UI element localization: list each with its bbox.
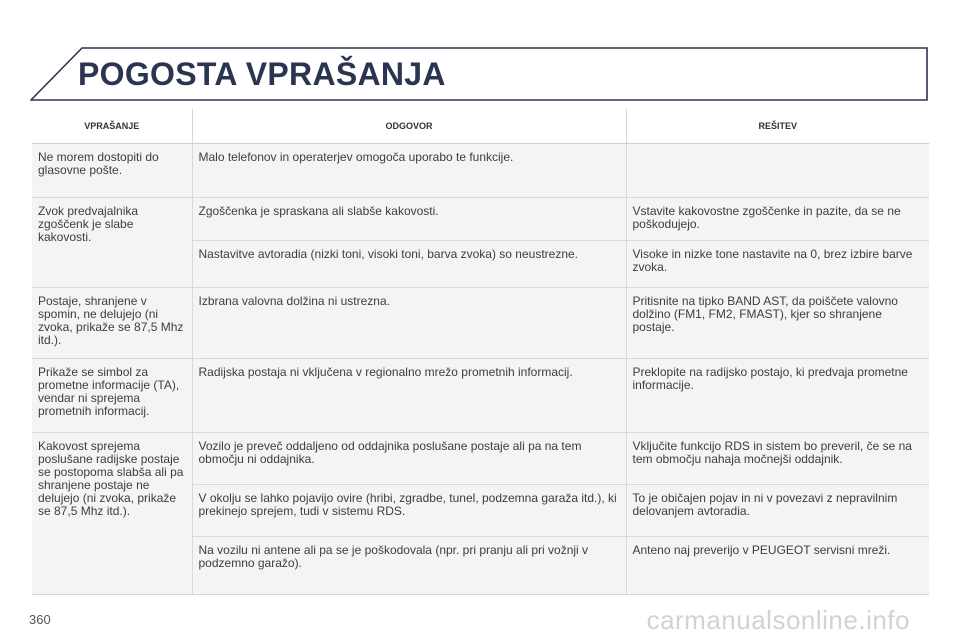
table-row — [32, 359, 929, 433]
header-answer: ODGOVOR — [192, 109, 626, 144]
page-title: POGOSTA VPRAŠANJA — [78, 56, 446, 92]
question-cell: Ne morem dostopiti do glasovne pošte. — [32, 144, 192, 198]
page-number: 360 — [29, 612, 51, 627]
answer-cell: Na vozilu ni antene ali pa se je poškodovala (npr. pri pranju ali pri vožnji v podzemno garažo). — [192, 537, 626, 595]
question-cell: Zvok predvajalnika zgoščenk je slabe kakovosti. — [32, 198, 192, 288]
answer-cell: Zgoščenka je spraskana ali slabše kakovosti. — [192, 198, 626, 241]
solution-cell: Visoke in nizke tone nastavite na 0, brez izbire barve zvoka. — [626, 241, 929, 288]
question-cell: Kakovost sprejema poslušane radijske postaje se postopoma slabša ali pa shranjene postaje ne delujejo (ni zvoka, prikaže se 87,5 Mhz itd.). — [32, 433, 192, 595]
faq-table — [32, 109, 929, 595]
table-row — [32, 198, 929, 241]
solution-cell: Vključite funkcijo RDS in sistem bo preveril, če se na tem območju nahaja močnejši oddajnik. — [626, 433, 929, 485]
solution-cell: Preklopite na radijsko postajo, ki predvaja prometne informacije. — [626, 359, 929, 433]
answer-cell: Izbrana valovna dolžina ni ustrezna. — [192, 288, 626, 359]
solution-cell: Vstavite kakovostne zgoščenke in pazite, da se ne poškodujejo. — [626, 198, 929, 241]
answer-cell: Malo telefonov in operaterjev omogoča uporabo te funkcije. — [192, 144, 626, 198]
answer-cell: Radijska postaja ni vključena v regionalno mrežo prometnih informacij. — [192, 359, 626, 433]
solution-cell — [626, 144, 929, 198]
question-cell: Postaje, shranjene v spomin, ne delujejo (ni zvoka, prikaže se 87,5 Mhz itd.). — [32, 288, 192, 359]
question-cell: Prikaže se simbol za prometne informacije (TA), vendar ni sprejema prometnih informacij. — [32, 359, 192, 433]
header-question: VPRAŠANJE — [32, 109, 192, 144]
header-solution: REŠITEV — [626, 109, 929, 144]
table-row — [32, 144, 929, 198]
solution-cell: Anteno naj preverijo v PEUGEOT servisni mreži. — [626, 537, 929, 595]
answer-cell: Vozilo je preveč oddaljeno od oddajnika poslušane postaje ali pa na tem območju ni oddajnika. — [192, 433, 626, 485]
watermark: carmanualsonline.info — [646, 605, 910, 635]
solution-cell: Pritisnite na tipko BAND AST, da poiščete valovno dolžino (FM1, FM2, FMAST), kjer so shranjene postaje. — [626, 288, 929, 359]
table-row — [32, 288, 929, 359]
answer-cell: Nastavitve avtoradia (nizki toni, visoki toni, barva zvoka) so neustrezne. — [192, 241, 626, 288]
table-header-row — [32, 109, 929, 144]
table-row — [32, 433, 929, 485]
answer-cell: V okolju se lahko pojavijo ovire (hribi, zgradbe, tunel, podzemna garaža itd.), ki prekinejo sprejem, tudi v sistemu RDS. — [192, 485, 626, 537]
solution-cell: To je običajen pojav in ni v povezavi z nepravilnim delovanjem avtoradia. — [626, 485, 929, 537]
